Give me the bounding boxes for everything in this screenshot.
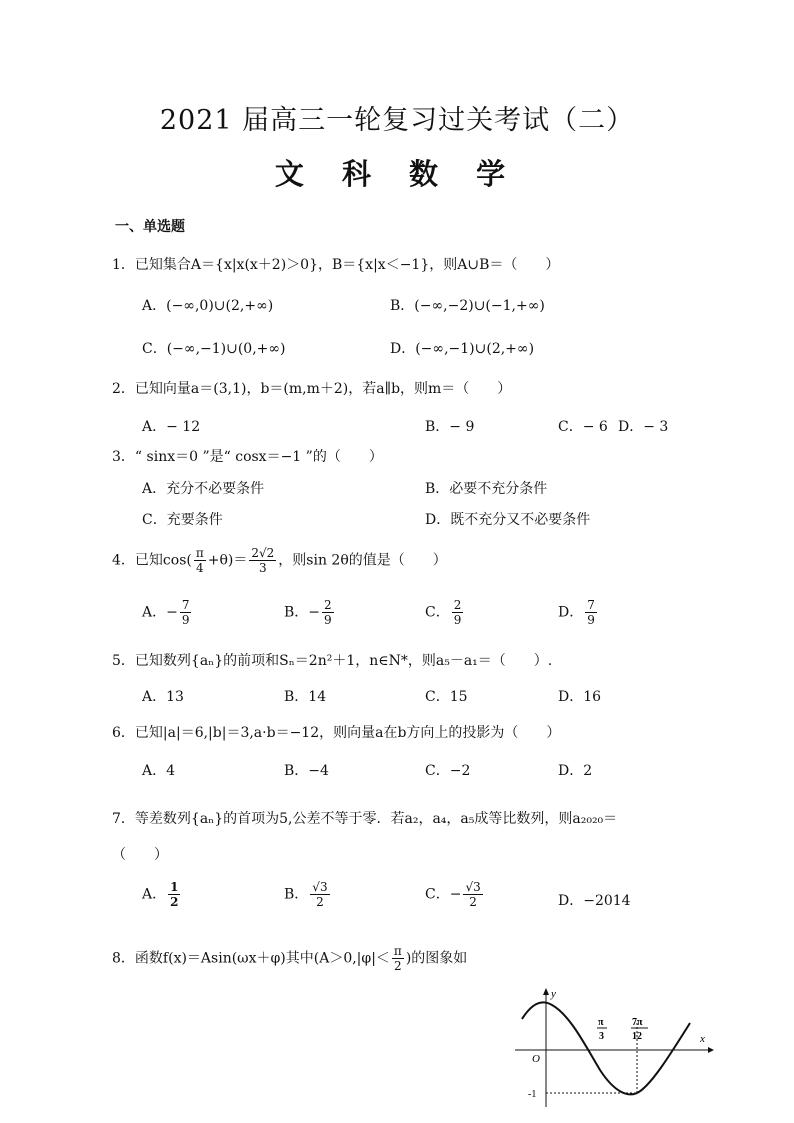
question-stem-start: 已知cos( — [134, 552, 192, 569]
option-b: B．(−∞,−2)∪(−1,+∞) — [390, 298, 545, 314]
option-d: D．−2014 — [558, 893, 631, 909]
question-stem: “ sinx＝0 ”是“ cosx＝−1 ”的（ ） — [134, 449, 383, 465]
option-c: C．−2 — [425, 763, 471, 779]
option-b: B．− 9 — [425, 419, 475, 435]
option-a: A．充分不必要条件 — [142, 481, 265, 497]
question-stem-start: 函数f(x)＝Asin(ωx＋φ)其中(A＞0,|φ|＜ — [134, 950, 390, 967]
question-4 — [112, 546, 447, 575]
sine-graph — [510, 985, 720, 1110]
question-stem: 等差数列{aₙ}的首项为5,公差不等于零．若a₂，a₄，a₅成等比数列，则a₂₀₂₀＝ — [134, 811, 618, 827]
option-a: A．13 — [142, 689, 184, 705]
option-d: D．既不充分又不必要条件 — [425, 512, 591, 528]
question-3 — [112, 446, 383, 466]
y-axis-label: y — [551, 988, 556, 1000]
tick-pi-3-den: 3 — [599, 1031, 604, 1042]
question-number: 1． — [112, 257, 135, 273]
fraction: $\frac{\pi}{2}$ — [393, 944, 402, 973]
question-stem: 已知向量a＝(3,1)，b＝(m,m＋2)，若a∥b，则m＝（ ） — [134, 381, 512, 397]
question-number: 4． — [112, 552, 135, 569]
question-number: 5． — [112, 653, 135, 669]
question-stem-end: ，则sin 2θ的值是（ ） — [278, 552, 447, 569]
y-axis-arrow — [543, 988, 549, 995]
exam-subtitle: 文 科 数 学 — [274, 157, 520, 191]
question-7 — [112, 808, 617, 828]
x-axis-arrow — [708, 1047, 714, 1053]
origin-label: O — [532, 1053, 540, 1065]
question-5 — [112, 650, 552, 670]
option-c: C．(−∞,−1)∪(0,+∞) — [142, 341, 286, 357]
tick-7pi-12-num: 7π — [632, 1017, 643, 1028]
question-8 — [112, 944, 467, 973]
question-stem: 已知数列{aₙ}的前项和Sₙ＝2n²＋1，n∈N*，则a₅－a₁＝（ ）. — [134, 653, 553, 669]
sine-curve — [522, 1002, 690, 1094]
option-b: B．− $\frac{2}{9}$ — [284, 598, 332, 627]
option-d: D．2 — [558, 763, 593, 779]
question-number: 8． — [112, 950, 135, 967]
option-b: B． $\frac{√3}{2}$ — [284, 880, 328, 909]
option-b: B．−4 — [284, 763, 329, 779]
section-heading: 一、单选题 — [115, 219, 185, 235]
option-d: D．− 3 — [618, 419, 669, 435]
option-c: C．15 — [425, 689, 468, 705]
question-stem-mid: +θ)＝ — [207, 552, 248, 569]
option-b: B．必要不充分条件 — [425, 481, 548, 497]
question-number: 7． — [112, 811, 135, 827]
tick-pi-3-num: π — [598, 1017, 604, 1028]
question-stem: 已知集合A＝{x|x(x＋2)＞0}，B＝{x|x＜−1}，则A∪B＝（ ） — [134, 257, 560, 273]
option-a: A．− 12 — [142, 419, 201, 435]
option-a: A．(−∞,0)∪(2,+∞) — [142, 298, 274, 314]
question-1 — [112, 254, 559, 274]
option-d: D．(−∞,−1)∪(2,+∞) — [390, 341, 535, 357]
question-stem-end: )的图象如 — [405, 950, 468, 967]
question-7-paren: （ ） — [112, 847, 168, 863]
option-a: A．− $\frac{7}{9}$ — [142, 598, 190, 627]
option-c: C．充要条件 — [142, 512, 223, 528]
question-number: 2． — [112, 381, 135, 397]
question-number: 6． — [112, 725, 135, 741]
exam-title: 2021 届高三一轮复习过关考试（二） — [159, 105, 635, 136]
neg-one-label: -1 — [528, 1089, 537, 1100]
question-stem: 已知|a|＝6,|b|＝3,a·b＝−12，则向量a在b方向上的投影为（ ） — [134, 725, 561, 741]
option-c: C．− $\frac{√3}{2}$ — [425, 880, 481, 909]
option-d: D． $\frac{7}{9}$ — [558, 598, 595, 627]
option-c: C．− 6 — [558, 419, 608, 435]
option-a: A．4 — [142, 763, 176, 779]
x-axis-label: x — [700, 1033, 705, 1045]
option-d: D．16 — [558, 689, 602, 705]
question-6 — [112, 722, 560, 742]
fraction: $\frac{2√2}{3}$ — [251, 546, 275, 575]
fraction: $\frac{\pi}{4}$ — [195, 546, 204, 575]
question-number: 3． — [112, 449, 135, 465]
option-b: B．14 — [284, 689, 327, 705]
option-c: C． $\frac{2}{9}$ — [425, 598, 462, 627]
question-2 — [112, 378, 511, 398]
tick-7pi-12-den: 12 — [632, 1031, 642, 1042]
option-a: A． $\frac{1}{2}$ — [142, 880, 179, 909]
